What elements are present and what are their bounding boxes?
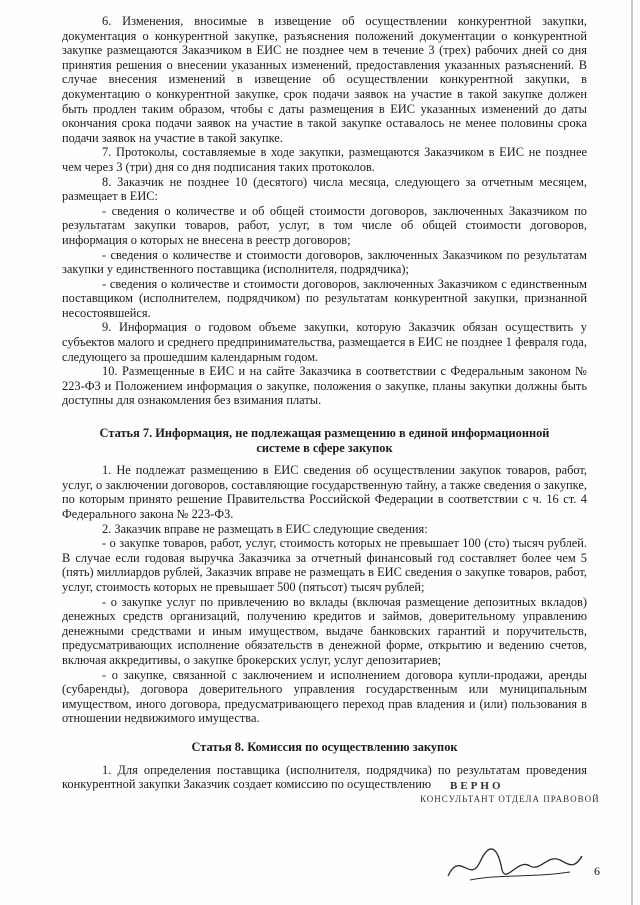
handwritten-signature bbox=[440, 840, 590, 890]
paragraph-8-item-3: - сведения о количестве и стоимости договоров, заключенных Заказчиком с единственным поставщиком (исполнителем, подрядчиком) по результатам конкурентной закупки, признанной несостоявшейся. bbox=[62, 276, 587, 320]
paragraph-6: 6. Изменения, вносимые в извещение об осуществлении конкурентной закупки, документация о конкурентной закупке, разъяснения положений документации о конкурентной закупке размещаются Заказчиком в ЕИС не позднее чем в течение 3 (трех) рабочих дней со дня принятия решения о внесении указанных изменений, предоставления указанных разъяснений. В случае внесения изменений в извещение об осуществлении конкурентной закупки, в документацию о конкурентной закупке, срок подачи заявок на участие в такой закупке должен быть продлен таким образом, чтобы с даты размещения в ЕИС указанных изменений до даты окончания срока подачи заявок на участие в такой закупке оставалось не менее половины срока подачи заявок на участие в такой закупке. bbox=[62, 14, 587, 145]
article-8-paragraph-1: 1. Для определения поставщика (исполнителя, подрядчика) по результатам проведения конкурентной закупки Заказчик создает комиссию по осуществлению bbox=[62, 762, 587, 792]
section-gap bbox=[62, 408, 587, 426]
section-gap bbox=[62, 755, 587, 763]
stamp-title: ВЕРНО bbox=[450, 780, 504, 792]
paragraph-9: 9. Информация о годовом объеме закупки, которую Заказчик обязан осуществить у субъектов малого и среднего предпринимательства, размещается в ЕИС не позднее 1 февраля года, следующего за прошедшим календарным годом. bbox=[62, 320, 587, 364]
section-gap bbox=[62, 455, 587, 463]
article-7-heading-line-2: системе в сфере закупок bbox=[256, 440, 393, 455]
paragraph-8: 8. Заказчик не позднее 10 (десятого) числа месяца, следующего за отчетным месяцем, размещает в ЕИС: bbox=[62, 174, 587, 204]
article-7-item-2: - о закупке услуг по привлечению во вклады (включая размещение депозитных вкладов) денежных средств организаций, получению кредитов и займов, доверительному управлению денежными средствами и иным имуществом, выдаче банковских гарантий и поручительств, предусматривающих исполнение обязательств в денежной форме, открытию и ведению счетов, включая аккредитивы, о закупке брокерских услуг, услуг депозитариев; bbox=[62, 594, 587, 667]
paragraph-7: 7. Протоколы, составляемые в ходе закупки, размещаются Заказчиком в ЕИС не позднее чем через 3 (три) дня со дня подписания таких протоколов. bbox=[62, 145, 587, 174]
document-body bbox=[62, 14, 587, 792]
article-7-paragraph-1: 1. Не подлежат размещению в ЕИС сведения об осуществлении закупок товаров, работ, услуг, о заключении договоров, составляющие государственную тайну, а также сведения о закупке, по которым принято решение Правительства Российской Федерации в соответствии с ч. 16 ст. 4 Федерального закона № 223-ФЗ. bbox=[62, 463, 587, 521]
paragraph-10: 10. Размещенные в ЕИС и на сайте Заказчика в соответствии с Федеральным законом № 223-ФЗ и Положением информация о закупке, положения о закупке, планы закупки должны быть доступны для ознакомления без взимания платы. bbox=[62, 364, 587, 408]
article-7-item-3: - о закупке, связанной с заключением и исполнением договора купли-продажи, аренды (субаренды), договора доверительного управления государственным или муниципальным имуществом, иного договора, предусматривающего переход прав владения и (или) пользования в отношении недвижимого имущества. bbox=[62, 667, 587, 726]
article-7-item-1: - о закупке товаров, работ, услуг, стоимость которых не превышает 100 (сто) тысяч рублей. В случае если годовая выручка Заказчика за отчетный финансовый год составляет более чем 5 (пять) миллиардов рублей, Заказчик вправе не размещать в ЕИС сведения о закупке товаров, работ, услуг, стоимость которых не превышает 500 (пятьсот) тысяч рублей; bbox=[62, 536, 587, 594]
article-7-paragraph-2: 2. Заказчик вправе не размещать в ЕИС следующие сведения: bbox=[102, 521, 428, 536]
paragraph-8-item-2: - сведения о количестве и стоимости договоров, заключенных Заказчиком по результатам закупки у единственного поставщика (исполнителя, подрядчика); bbox=[62, 247, 587, 277]
article-8-heading: Статья 8. Комиссия по осуществлению закупок bbox=[191, 739, 458, 754]
stamp-department: КОНСУЛЬТАНТ ОТДЕЛА ПРАВОВОЙ bbox=[420, 794, 600, 804]
page-number: 6 bbox=[594, 864, 600, 878]
section-gap bbox=[62, 726, 587, 740]
page-edge-shadow bbox=[631, 0, 633, 905]
article-7-heading-line-1: Статья 7. Информация, не подлежащая размещению в единой информационной bbox=[99, 426, 550, 441]
paragraph-8-item-1: - сведения о количестве и об общей стоимости договоров, заключенных Заказчиком по результатам закупки товаров, работ, услуг, в том числе об общей стоимости договоров, информация о которых не внесена в реестр договоров; bbox=[62, 203, 587, 247]
